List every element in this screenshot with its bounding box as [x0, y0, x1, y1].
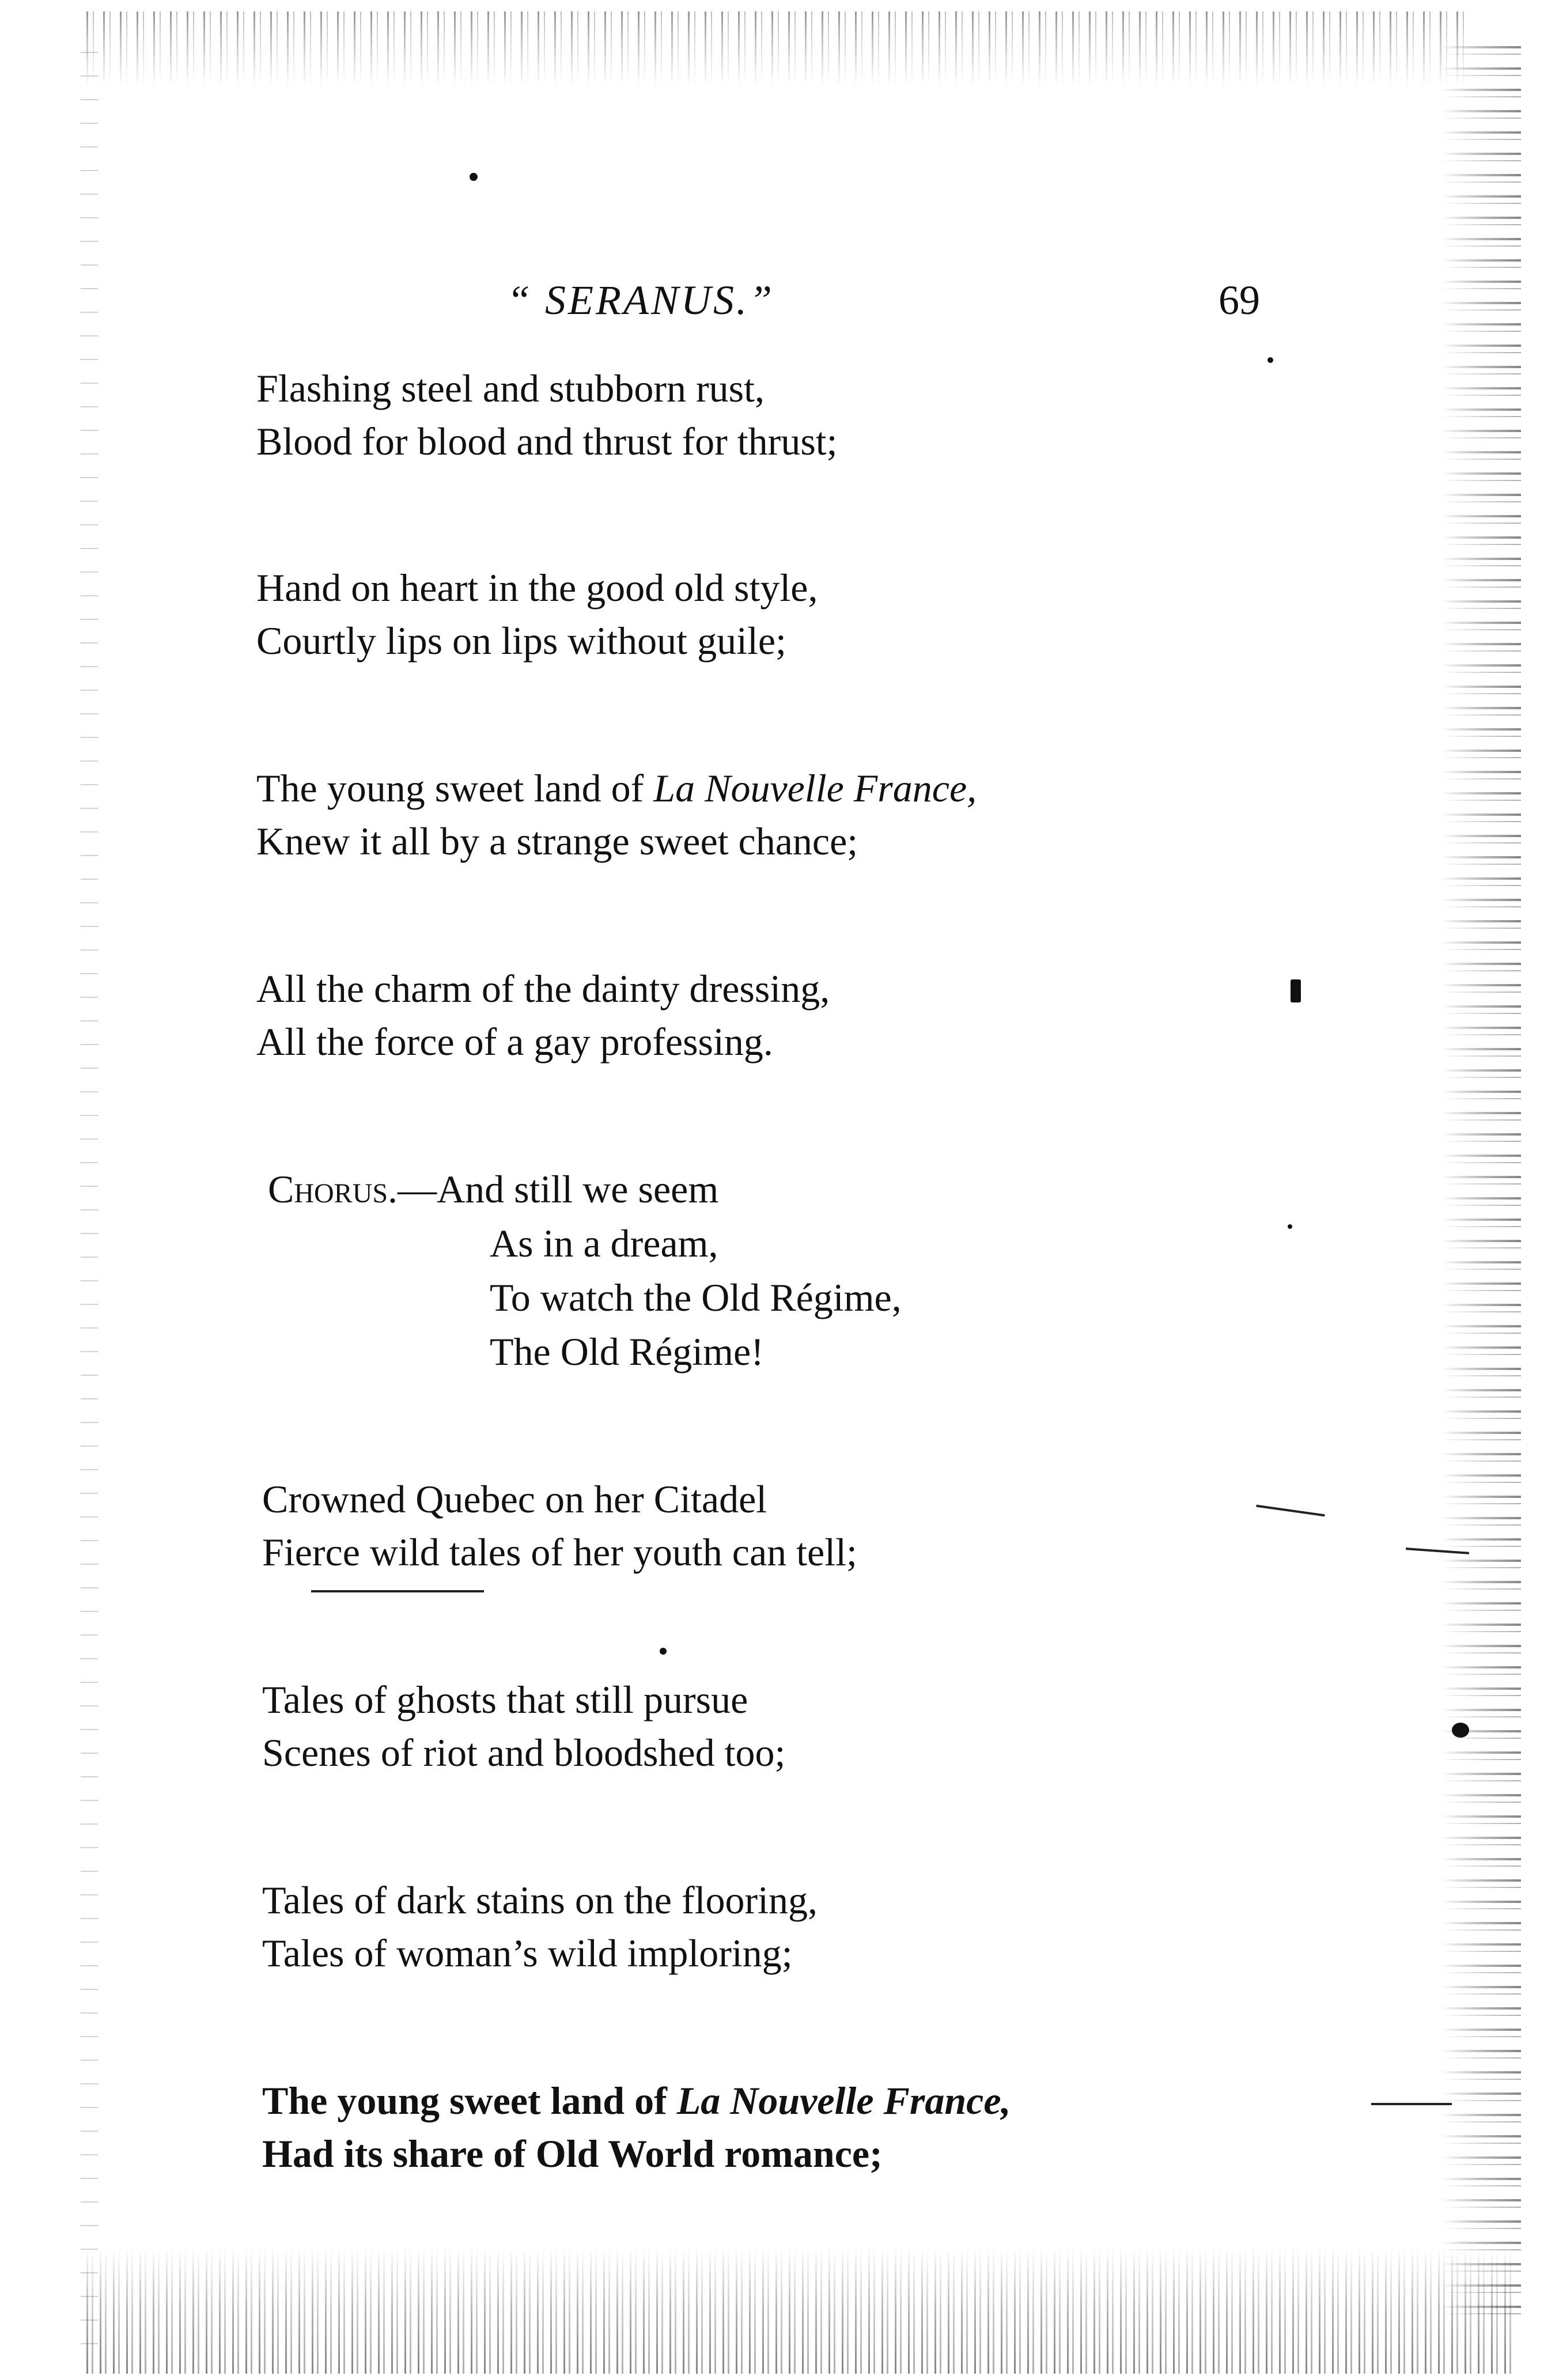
pencil-mark	[1256, 1505, 1325, 1517]
poem-line: Had its share of Old World romance;	[262, 2132, 883, 2175]
ink-speck	[1291, 979, 1301, 1002]
poem-line: Fierce wild tales of her youth can tell;	[262, 1530, 857, 1574]
scan-noise-bottom	[86, 2247, 1515, 2374]
ink-speck	[470, 173, 478, 181]
poem-line: Crowned Quebec on her Citadel	[262, 1477, 767, 1521]
poem-line	[268, 1167, 719, 1211]
ink-speck	[1452, 1723, 1469, 1738]
poem-line: To watch the Old Régime,	[490, 1276, 902, 1319]
ink-speck	[660, 1648, 667, 1655]
poem-text: The young sweet land of	[262, 2079, 677, 2122]
page-number: 69	[1219, 277, 1260, 323]
chorus-label: Chorus.	[268, 1167, 398, 1211]
poem-line: Courtly lips on lips without guile;	[256, 619, 786, 663]
scan-noise-left	[81, 52, 98, 2345]
poem-line: Flashing steel and stubborn rust,	[256, 366, 765, 410]
poem-line: Tales of dark stains on the flooring,	[262, 1878, 818, 1922]
poem-line: All the force of a gay professing.	[256, 1020, 773, 1064]
poem-italic-phrase: La Nouvelle France,	[653, 766, 977, 810]
poem-line: Tales of ghosts that still pursue	[262, 1678, 748, 1721]
poem-line: Hand on heart in the good old style,	[256, 566, 818, 610]
poem-line: All the charm of the dainty dressing,	[256, 967, 830, 1011]
poem-italic-phrase: La Nouvelle France,	[676, 2079, 1011, 2122]
running-header: “ SERANUS.”	[507, 277, 775, 323]
poem-line: Knew it all by a strange sweet chance;	[256, 819, 858, 863]
poem-text: The young sweet land of	[256, 766, 654, 810]
pencil-mark	[1371, 2103, 1452, 2105]
poem-line: As in a dream,	[490, 1221, 718, 1265]
poem-line: The Old Régime!	[490, 1330, 764, 1373]
ink-speck	[1288, 1224, 1292, 1229]
poem-line: Scenes of riot and bloodshed too;	[262, 1731, 786, 1774]
poem-line	[256, 766, 977, 810]
poem-text: —And still we seem	[398, 1167, 719, 1211]
poem-line	[262, 2081, 1011, 2120]
poem-line: Tales of woman’s wild imploring;	[262, 1931, 793, 1975]
scan-noise-top	[86, 12, 1469, 86]
pencil-mark	[311, 1590, 484, 1592]
scan-noise-right	[1440, 46, 1521, 2322]
ink-speck	[1267, 357, 1273, 363]
poem-line: Blood for blood and thrust for thrust;	[256, 419, 838, 463]
